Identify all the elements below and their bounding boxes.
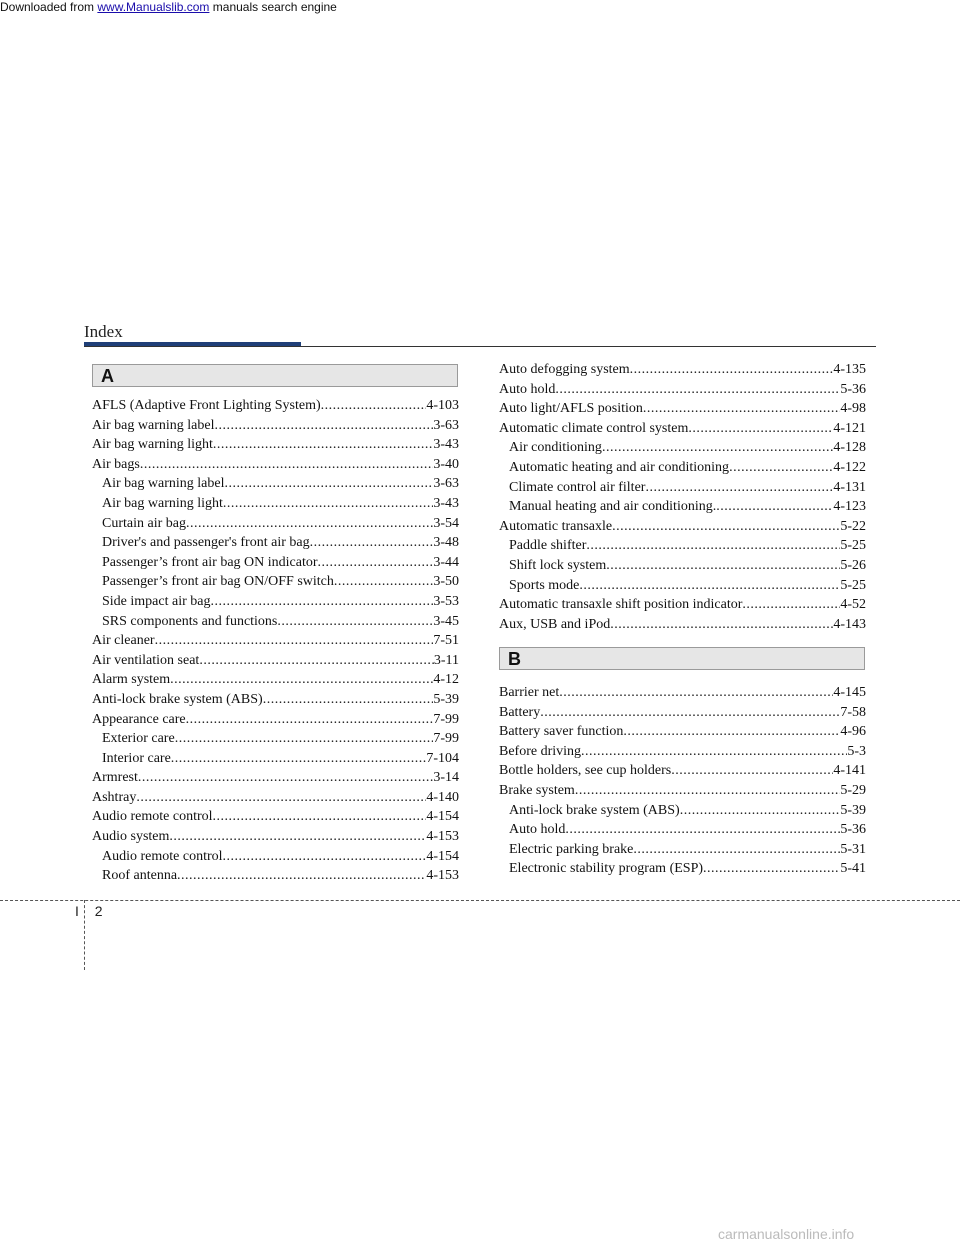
index-entry: [92, 455, 459, 475]
entry-label: Air bag warning light: [102, 495, 223, 511]
entry-page: 4-143: [833, 616, 866, 632]
entry-leader-dots: [586, 536, 840, 556]
entry-label: Alarm system: [92, 672, 171, 688]
entry-leader-dots: [310, 533, 434, 553]
entry-leader-dots: [671, 761, 833, 781]
index-entry: [499, 438, 866, 458]
entry-leader-dots: [334, 572, 433, 592]
entry-label: Auto light/AFLS position: [499, 401, 643, 417]
entry-leader-dots: [565, 820, 840, 840]
entry-page: 7-51: [433, 633, 459, 649]
entry-page: 7-99: [433, 711, 459, 727]
entry-page: 4-12: [433, 672, 459, 688]
entry-leader-dots: [140, 455, 434, 475]
index-entry: [499, 478, 866, 498]
entry-leader-dots: [155, 631, 434, 651]
entry-label: Automatic climate control system: [499, 420, 689, 436]
entry-label: Paddle shifter: [509, 538, 587, 554]
entry-leader-dots: [606, 556, 840, 576]
entry-leader-dots: [581, 742, 847, 762]
index-entry: [92, 729, 459, 749]
section-letter-b: B: [508, 649, 521, 669]
entry-page: 3-11: [433, 652, 459, 668]
entry-leader-dots: [633, 840, 840, 860]
entry-page: 4-140: [426, 789, 459, 805]
entry-label: Air bag warning label: [102, 476, 225, 492]
index-entry: [499, 840, 866, 860]
entry-label: Side impact air bag: [102, 593, 211, 609]
entry-label: Driver's and passenger's front air bag: [102, 535, 310, 551]
entry-page: 3-40: [433, 456, 459, 472]
entry-page: 3-44: [433, 554, 459, 570]
entry-leader-dots: [610, 615, 833, 635]
index-entry: [499, 576, 866, 596]
index-entry: [499, 781, 866, 801]
index-entry: [92, 827, 459, 847]
entry-page: 5-39: [433, 691, 459, 707]
entry-page: 3-45: [433, 613, 459, 629]
index-column-left: [92, 396, 459, 886]
entry-leader-dots: [602, 438, 833, 458]
index-entry: [499, 517, 866, 537]
entry-leader-dots: [321, 396, 427, 416]
entry-label: Air conditioning: [509, 440, 602, 456]
entry-leader-dots: [175, 729, 434, 749]
entry-page: 5-39: [840, 802, 866, 818]
entry-page: 3-54: [433, 515, 459, 531]
download-banner: [0, 0, 337, 14]
entry-leader-dots: [540, 703, 840, 723]
index-entry: [92, 866, 459, 886]
entry-leader-dots: [612, 517, 840, 537]
entry-page: 5-36: [840, 822, 866, 838]
entry-leader-dots: [645, 478, 833, 498]
entry-page: 5-26: [840, 557, 866, 573]
watermark: carmanualsonline.info: [718, 1226, 855, 1242]
entry-page: 5-41: [840, 861, 866, 877]
entry-label: Automatic transaxle: [499, 518, 613, 534]
entry-leader-dots: [703, 859, 840, 879]
index-entry: [499, 801, 866, 821]
entry-leader-dots: [223, 847, 427, 867]
entry-label: Air bag warning light: [92, 437, 213, 453]
entry-label: Passenger’s front air bag ON indicator: [102, 554, 318, 570]
entry-leader-dots: [277, 612, 433, 632]
entry-leader-dots: [575, 781, 841, 801]
entry-label: Aux, USB and iPod: [499, 616, 611, 632]
banner-suffix: manuals search engine: [209, 0, 337, 14]
index-entry: [499, 859, 866, 879]
index-entry: [92, 847, 459, 867]
banner-prefix: Downloaded from: [0, 0, 98, 14]
entry-page: 4-145: [833, 685, 866, 700]
entry-page: 3-53: [433, 593, 459, 609]
entry-page: 5-22: [840, 518, 866, 534]
index-entry: [499, 497, 866, 517]
entry-page: 4-123: [833, 499, 866, 515]
entry-page: 5-31: [840, 841, 866, 857]
entry-leader-dots: [630, 360, 834, 380]
entry-leader-dots: [680, 801, 841, 821]
index-entry: [92, 710, 459, 730]
entry-page: 4-128: [833, 440, 866, 456]
manualslib-link[interactable]: www.Manualslib.com: [97, 0, 210, 14]
entry-leader-dots: [742, 595, 840, 615]
entry-leader-dots: [186, 514, 433, 534]
entry-label: Bottle holders, see cup holders: [499, 763, 672, 779]
entry-label: Audio remote control: [92, 809, 213, 825]
entry-leader-dots: [171, 749, 427, 769]
entry-page: 4-154: [426, 809, 459, 825]
entry-leader-dots: [223, 494, 433, 514]
entry-label: Roof antenna: [102, 868, 178, 884]
entry-leader-dots: [138, 768, 433, 788]
index-entry: [499, 820, 866, 840]
entry-label: Sports mode: [509, 577, 580, 593]
entry-page: 7-99: [433, 731, 459, 747]
entry-leader-dots: [177, 866, 426, 886]
entry-page: 3-63: [433, 476, 459, 492]
entry-label: Manual heating and air conditioning.: [509, 499, 717, 515]
entry-leader-dots: [555, 380, 840, 400]
entry-label: Air ventilation seat: [92, 652, 200, 668]
entry-label: Battery: [499, 704, 541, 720]
index-entry: [92, 416, 459, 436]
entry-page: 5-3: [847, 743, 866, 759]
entry-page: 3-63: [433, 417, 459, 433]
index-entry: [92, 435, 459, 455]
title-rule: [84, 346, 876, 347]
footer-dashed-rule: [0, 900, 960, 901]
entry-page: 4-122: [833, 459, 866, 475]
page-number: I 2: [75, 903, 109, 919]
index-entry: [92, 592, 459, 612]
index-entry: [499, 536, 866, 556]
entry-label: Shift lock system: [509, 557, 607, 573]
entry-label: Appearance care: [92, 711, 186, 727]
index-entry: [92, 553, 459, 573]
entry-page: 4-135: [833, 362, 866, 377]
index-entry: [92, 572, 459, 592]
entry-label: Climate control air filter: [509, 479, 646, 495]
entry-label: Electronic stability program (ESP): [509, 861, 704, 877]
entry-leader-dots: [318, 553, 434, 573]
entry-label: Brake system: [499, 782, 575, 798]
index-entry: [499, 399, 866, 419]
index-entry: [92, 494, 459, 514]
index-entry: [499, 360, 866, 380]
entry-page: 5-29: [840, 782, 866, 798]
entry-label: Before driving: [499, 743, 582, 759]
entry-page: 5-36: [840, 381, 866, 397]
entry-label: Ashtray: [92, 789, 137, 805]
index-entry: [92, 651, 459, 671]
entry-page: 4-154: [426, 848, 459, 864]
index-entry: [92, 514, 459, 534]
entry-page: 3-48: [433, 535, 459, 551]
page-title: Index: [84, 322, 123, 341]
index-entry: [92, 474, 459, 494]
entry-leader-dots: [214, 416, 433, 436]
section-header-b: [499, 647, 865, 670]
entry-page: 4-103: [426, 398, 459, 413]
index-entry: [499, 683, 866, 703]
entry-leader-dots: [623, 722, 840, 742]
index-entry: [92, 612, 459, 632]
entry-page: 3-50: [433, 574, 459, 590]
entry-label: Auto hold: [499, 381, 556, 397]
index-entry: [92, 768, 459, 788]
entry-page: 4-153: [426, 829, 459, 845]
index-entry: [92, 807, 459, 827]
index-entry: [499, 380, 866, 400]
entry-page: 3-43: [433, 437, 459, 453]
entry-leader-dots: [186, 710, 434, 730]
entry-leader-dots: [213, 435, 433, 455]
entry-page: 4-153: [426, 868, 459, 884]
entry-leader-dots: [224, 474, 433, 494]
entry-label: Armrest: [92, 770, 138, 786]
entry-page: 4-131: [833, 479, 866, 495]
entry-leader-dots: [559, 683, 833, 703]
entry-label: Air cleaner: [92, 633, 155, 649]
entry-label: Exterior care: [102, 731, 175, 747]
index-entry: [92, 749, 459, 769]
index-entry: [499, 458, 866, 478]
entry-label: Audio remote control: [102, 848, 223, 864]
index-entry: [92, 396, 459, 416]
index-entry: [92, 631, 459, 651]
index-entry: [92, 533, 459, 553]
index-entry: [499, 556, 866, 576]
section-letter-a: A: [101, 366, 114, 386]
entry-label: AFLS (Adaptive Front Lighting System): [92, 398, 321, 413]
entry-page: 4-98: [840, 401, 866, 417]
section-header-a: [92, 364, 458, 387]
entry-label: Anti-lock brake system (ABS): [509, 802, 680, 818]
entry-leader-dots: [263, 690, 434, 710]
index-entry: [499, 761, 866, 781]
entry-label: Anti-lock brake system (ABS): [92, 691, 263, 707]
entry-leader-dots: [136, 788, 426, 808]
entry-page: 5-25: [840, 538, 866, 554]
entry-label: Audio system: [92, 829, 170, 845]
index-entry: [499, 595, 866, 615]
entry-label: Auto defogging system: [499, 362, 630, 377]
entry-page: 3-43: [433, 495, 459, 511]
index-entry: [499, 419, 866, 439]
index-entry: [92, 690, 459, 710]
entry-page: 4-52: [840, 597, 866, 613]
entry-leader-dots: [643, 399, 840, 419]
index-entry: [499, 722, 866, 742]
entry-label: Automatic transaxle shift position indicator: [499, 597, 743, 613]
index-column-right-a: [499, 360, 866, 634]
entry-label: SRS components and functions: [102, 613, 278, 629]
entry-leader-dots: [716, 497, 833, 517]
entry-page: 3-14: [433, 770, 459, 786]
entry-page: 7-58: [840, 704, 866, 720]
entry-page: 5-25: [840, 577, 866, 593]
entry-label: Air bags: [92, 456, 140, 472]
entry-leader-dots: [213, 807, 427, 827]
entry-label: Air bag warning label: [92, 417, 215, 433]
index-entry: [499, 615, 866, 635]
entry-page: 4-141: [833, 763, 866, 779]
entry-page: 4-96: [840, 724, 866, 740]
entry-leader-dots: [199, 651, 434, 671]
index-column-right-b: [499, 683, 866, 879]
entry-leader-dots: [170, 670, 433, 690]
entry-label: Electric parking brake: [509, 841, 634, 857]
entry-leader-dots: [210, 592, 433, 612]
entry-page: 4-121: [833, 420, 866, 436]
entry-leader-dots: [579, 576, 840, 596]
entry-leader-dots: [688, 419, 833, 439]
index-entry: [499, 703, 866, 723]
entry-page: 7-104: [426, 750, 459, 766]
entry-label: Automatic heating and air conditioning: [509, 459, 730, 475]
entry-label: Passenger’s front air bag ON/OFF switch: [102, 574, 334, 590]
index-entry: [499, 742, 866, 762]
entry-label: Auto hold: [509, 822, 566, 838]
entry-leader-dots: [729, 458, 833, 478]
entry-leader-dots: [169, 827, 426, 847]
entry-label: Curtain air bag: [102, 515, 186, 531]
index-entry: [92, 670, 459, 690]
index-entry: [92, 788, 459, 808]
entry-label: Battery saver function: [499, 724, 624, 740]
entry-label: Barrier net: [499, 685, 560, 700]
entry-label: Interior care: [102, 750, 171, 766]
